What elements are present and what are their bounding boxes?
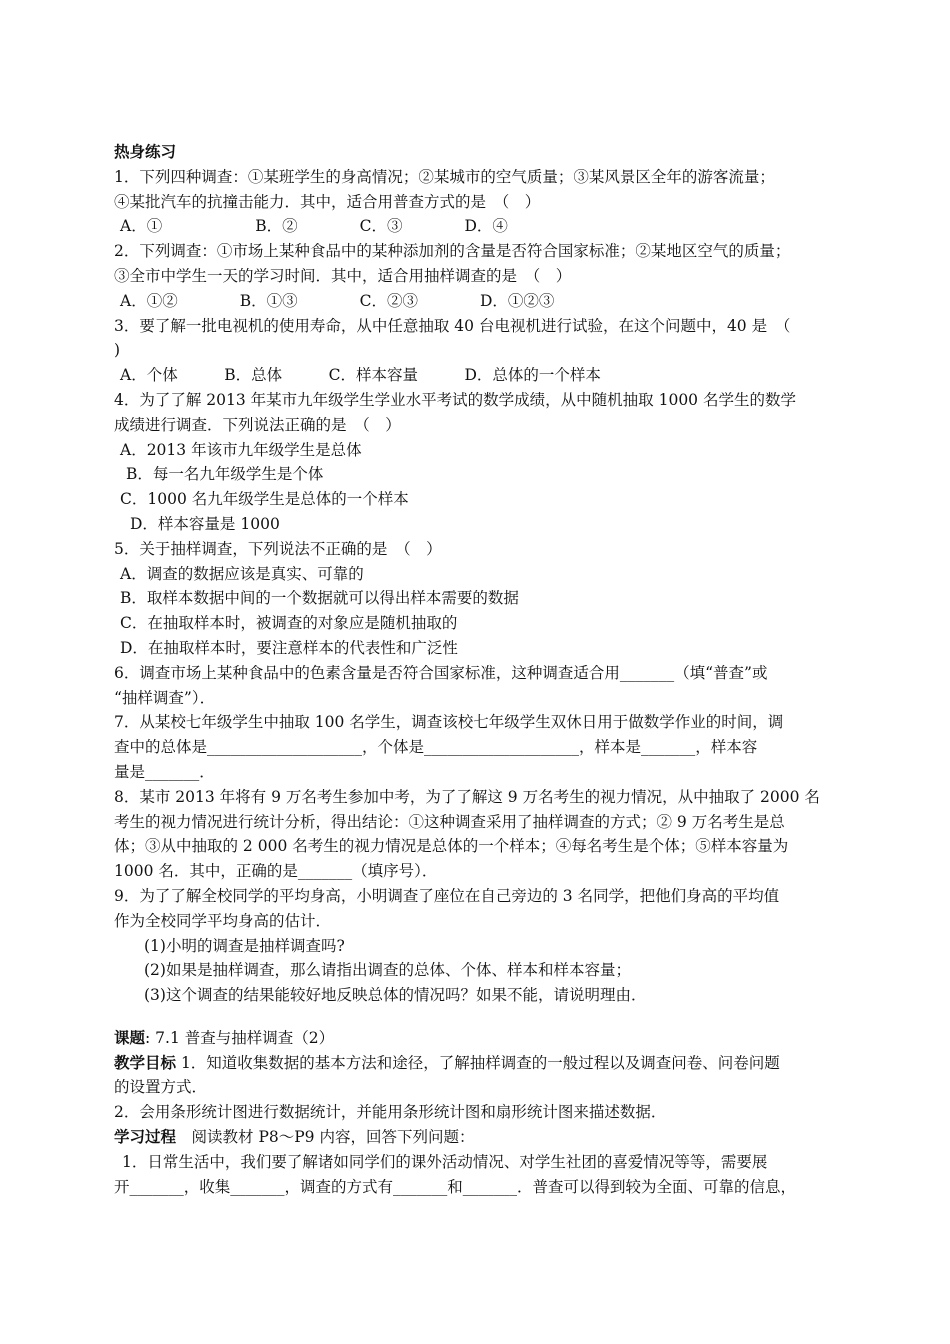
- lesson-goal-line-1: 1．知道收集数据的基本方法和途径，了解抽样调查的一般过程以及调查问卷、问卷问题: [176, 1053, 780, 1072]
- question-5-option-d: D．在抽取样本时，要注意样本的代表性和广泛性: [120, 638, 458, 657]
- section-heading-warmup: 热身练习: [114, 142, 177, 161]
- lesson-topic-text: : 7.1 普查与抽样调查（2）: [145, 1028, 335, 1047]
- question-6-line-1: 6．调查市场上某种食品中的色素含量是否符合国家标准，这种调查适合用_______（填“普查”或: [114, 663, 768, 682]
- question-6-line-2: “抽样调查”）．: [114, 688, 216, 707]
- lesson-topic-label: 课题: [114, 1027, 146, 1047]
- question-2-line-1: 2．下列调查：①市场上某种食品中的某种添加剂的含量是否符合国家标准；②某地区空气的质量；: [114, 242, 791, 261]
- lesson-topic: [114, 1026, 844, 1051]
- lesson-item-1-line-2: 开_______，收集_______，调查的方式有_______和_______．普查可以得到较为全面、可靠的信息，: [114, 1177, 797, 1196]
- question-4-option-b: B．每一名九年级学生是个体: [126, 465, 324, 484]
- worksheet-page: [114, 140, 844, 1199]
- question-3-options: A．个体 B．总体 C．样本容量 D．总体的一个样本: [120, 366, 601, 385]
- question-8-line-2: 考生的视力情况进行统计分析，得出结论：①这种调查采用了抽样调查的方式；② 9 万名考生是总: [114, 812, 785, 831]
- question-1-options: A．① B．② C．③ D．④: [120, 217, 508, 236]
- question-7-line-1: 7．从某校七年级学生中抽取 100 名学生，调查该校七年级学生双休日用于做数学作业的时间，调: [114, 713, 784, 732]
- question-4-line-2: 成绩进行调查．下列说法正确的是 （ ）: [114, 415, 401, 434]
- question-2-options: A．①② B．①③ C．②③ D．①②③: [120, 291, 555, 310]
- lesson-process-text: 阅读教材 P8～P9 内容，回答下列问题：: [176, 1128, 475, 1147]
- lesson-goal: [114, 1051, 844, 1076]
- question-1-line-1: 1．下列四种调查：①某班学生的身高情况；②某城市的空气质量；③某风景区全年的游客流量；: [114, 167, 775, 186]
- lesson-goal-line-2: 的设置方式．: [114, 1078, 208, 1097]
- question-9-line-2: 作为全校同学平均身高的估计．: [114, 911, 332, 930]
- question-3-line-1: 3．要了解一批电视机的使用寿命，从中任意抽取 40 台电视机进行试验，在这个问题中，40 是 （: [114, 316, 791, 335]
- section-spacer: [114, 1008, 844, 1026]
- lesson-item-1-line-1: 1．日常生活中，我们要了解诸如同学们的课外活动情况、对学生社团的喜爱情况等等，需要展: [122, 1152, 768, 1171]
- question-5-option-b: B．取样本数据中间的一个数据就可以得出样本需要的数据: [120, 589, 519, 608]
- question-9-sub-1: (1)小明的调查是抽样调查吗?: [144, 936, 345, 955]
- question-8-line-3: 体；③从中抽取的 2 000 名考生的视力情况是总体的一个样本；④每名考生是个体；⑤样本容量为: [114, 837, 789, 856]
- question-9-sub-2: (2)如果是抽样调查，那么请指出调查的总体、个体、样本和样本容量；: [144, 961, 631, 980]
- question-1-line-2: ④某批汽车的抗撞击能力．其中，适合用普查方式的是 （ ）: [114, 192, 541, 211]
- question-9-line-1: 9．为了了解全校同学的平均身高，小明调查了座位在自己旁边的 3 名同学，把他们身高的平均值: [114, 886, 780, 905]
- lesson-goal-label: 教学目标: [114, 1052, 177, 1072]
- question-8-line-1: 8．某市 2013 年将有 9 万名考生参加中考，为了了解这 9 万名考生的视力情况，从中抽取了 2000 名: [114, 787, 820, 806]
- question-4-option-d: D．样本容量是 1000: [130, 514, 280, 533]
- question-3-line-2: ): [114, 341, 121, 360]
- question-4-option-a: A．2013 年该市九年级学生是总体: [120, 440, 362, 459]
- question-5-option-c: C．在抽取样本时，被调查的对象应是随机抽取的: [120, 614, 458, 633]
- lesson-process-label: 学习过程: [114, 1127, 177, 1147]
- question-9-sub-3: (3)这个调查的结果能较好地反映总体的情况吗？如果不能，请说明理由．: [144, 986, 647, 1005]
- question-4-line-1: 4．为了了解 2013 年某市九年级学生学业水平考试的数学成绩，从中随机抽取 1000 名学生的数学: [114, 390, 796, 409]
- question-7-line-3: 量是_______．: [114, 762, 215, 781]
- question-4-option-c: C．1000 名九年级学生是总体的一个样本: [120, 490, 409, 509]
- question-5-option-a: A．调查的数据应该是真实、可靠的: [120, 564, 364, 583]
- lesson-goal-line-3: 2．会用条形统计图进行数据统计，并能用条形统计图和扇形统计图来描述数据．: [114, 1103, 667, 1122]
- question-8-line-4: 1000 名．其中，正确的是_______（填序号）．: [114, 862, 438, 881]
- lesson-process: [114, 1125, 844, 1150]
- question-7-line-2: 查中的总体是____________________，个体是____________________，样本是_______，样本容: [114, 738, 758, 757]
- question-2-line-2: ③全市中学生一天的学习时间．其中，适合用抽样调查的是 （ ）: [114, 266, 572, 285]
- question-5-line-1: 5．关于抽样调查，下列说法不正确的是 （ ）: [114, 539, 442, 558]
